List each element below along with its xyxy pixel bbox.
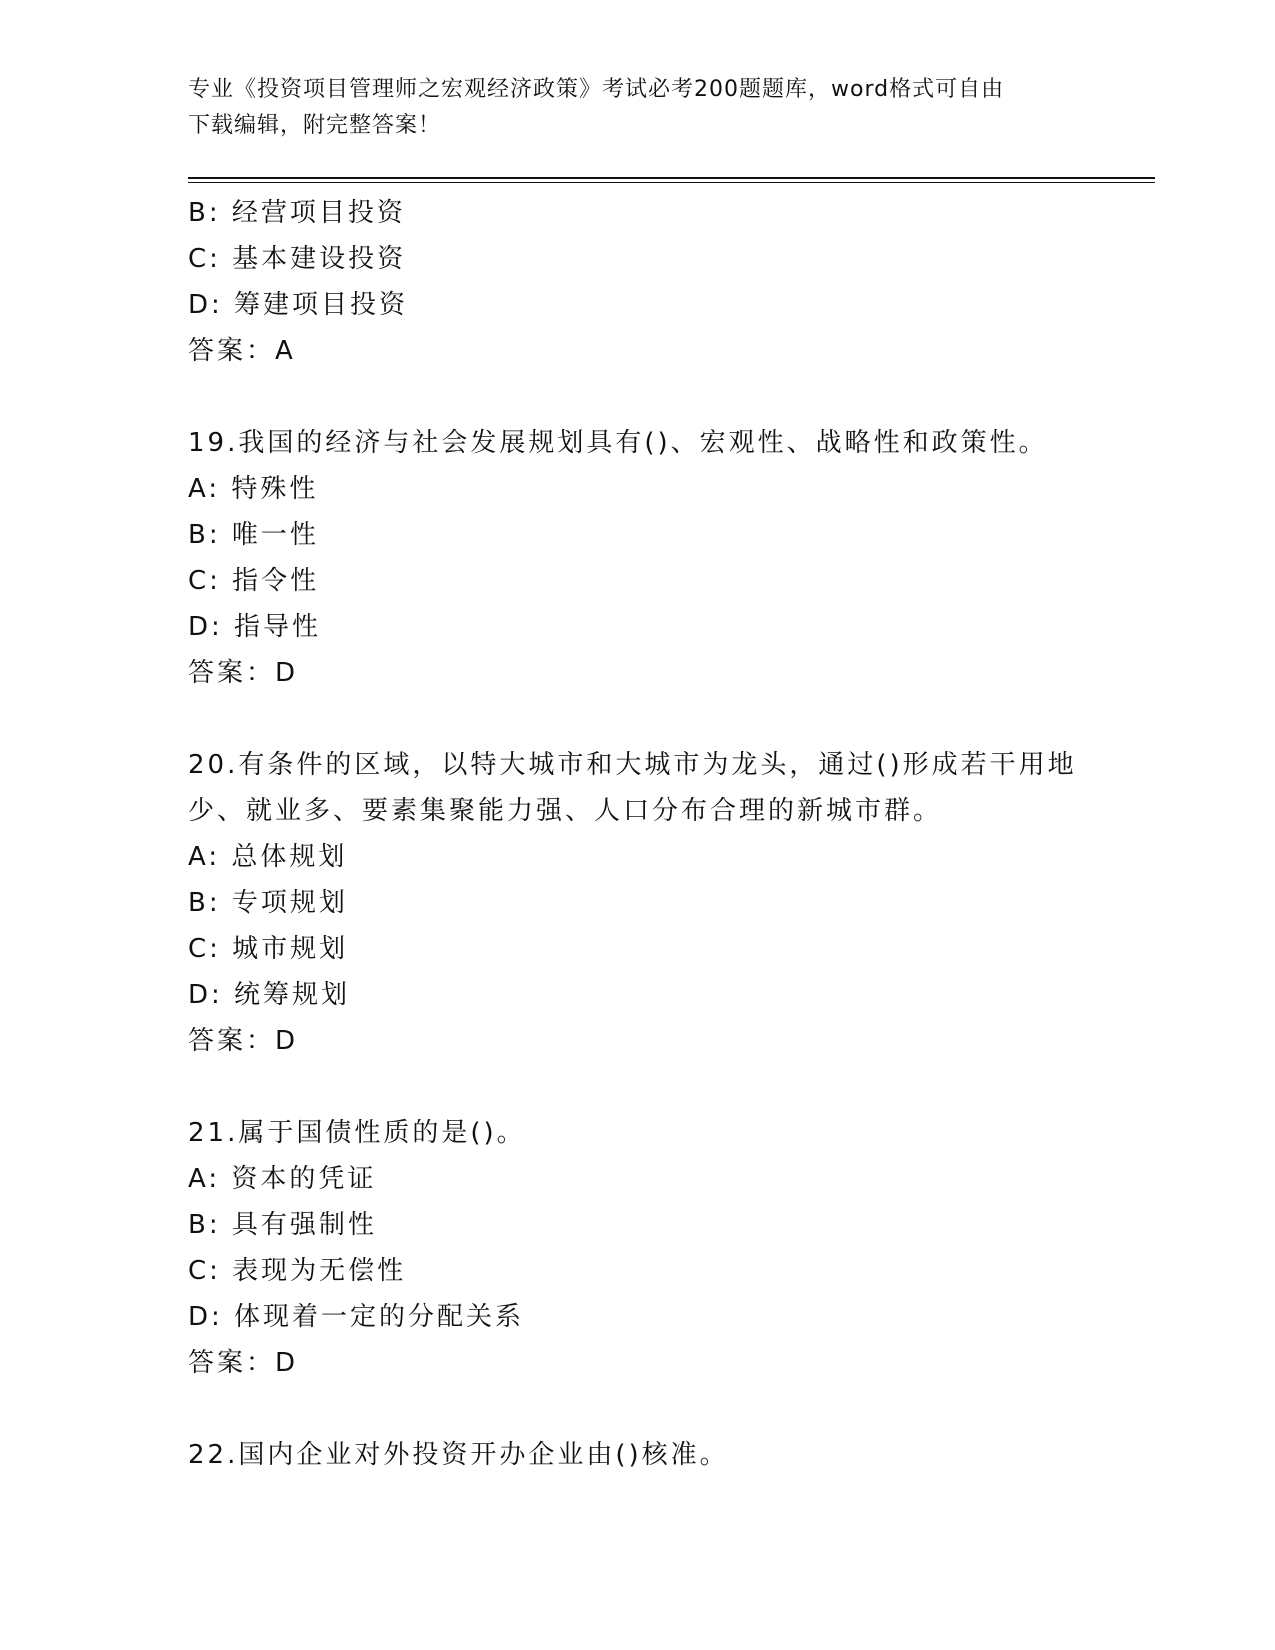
header-title-line-2: 下载编辑，附完整答案！: [188, 113, 442, 138]
answer-line: 答案：D: [188, 1026, 299, 1056]
option-line: D: 筹建项目投资: [188, 290, 409, 320]
option-line: D: 统筹规划: [188, 980, 351, 1010]
option-line: C: 表现为无偿性: [188, 1256, 407, 1286]
question-line: 20.有条件的区域，以特大城市和大城市为龙头，通过()形成若干用地: [188, 750, 1077, 780]
option-line: B: 唯一性: [188, 520, 319, 550]
option-line: D: 体现着一定的分配关系: [188, 1302, 525, 1332]
question-line: 22.国内企业对外投资开办企业由()核准。: [188, 1440, 729, 1470]
header-divider-thin: [188, 182, 1155, 183]
question-list: [188, 190, 1148, 1478]
header-divider-thick: [188, 177, 1155, 179]
question-line: 少、就业多、要素集聚能力强、人口分布合理的新城市群。: [188, 796, 943, 826]
block-spacer: [188, 1386, 1148, 1432]
block-spacer: [188, 374, 1148, 420]
option-line: A: 总体规划: [188, 842, 348, 872]
option-line: B: 专项规划: [188, 888, 348, 918]
option-line: B: 经营项目投资: [188, 198, 406, 228]
question-line: 21.属于国债性质的是()。: [188, 1118, 526, 1148]
option-line: A: 资本的凭证: [188, 1164, 377, 1194]
header-title-line-1: 专业《投资项目管理师之宏观经济政策》考试必考200题题库，word格式可自由: [188, 77, 1005, 102]
option-line: D: 指导性: [188, 612, 322, 642]
block-spacer: [188, 1064, 1148, 1110]
option-line: A: 特殊性: [188, 474, 319, 504]
block-spacer: [188, 696, 1148, 742]
answer-line: 答案：A: [188, 336, 296, 366]
answer-line: 答案：D: [188, 658, 299, 688]
question-line: 19.我国的经济与社会发展规划具有()、宏观性、战略性和政策性。: [188, 428, 1048, 458]
option-line: B: 具有强制性: [188, 1210, 377, 1240]
document-header: [188, 72, 1088, 144]
answer-line: 答案：D: [188, 1348, 299, 1378]
option-line: C: 基本建设投资: [188, 244, 407, 274]
option-line: C: 指令性: [188, 566, 320, 596]
option-line: C: 城市规划: [188, 934, 349, 964]
